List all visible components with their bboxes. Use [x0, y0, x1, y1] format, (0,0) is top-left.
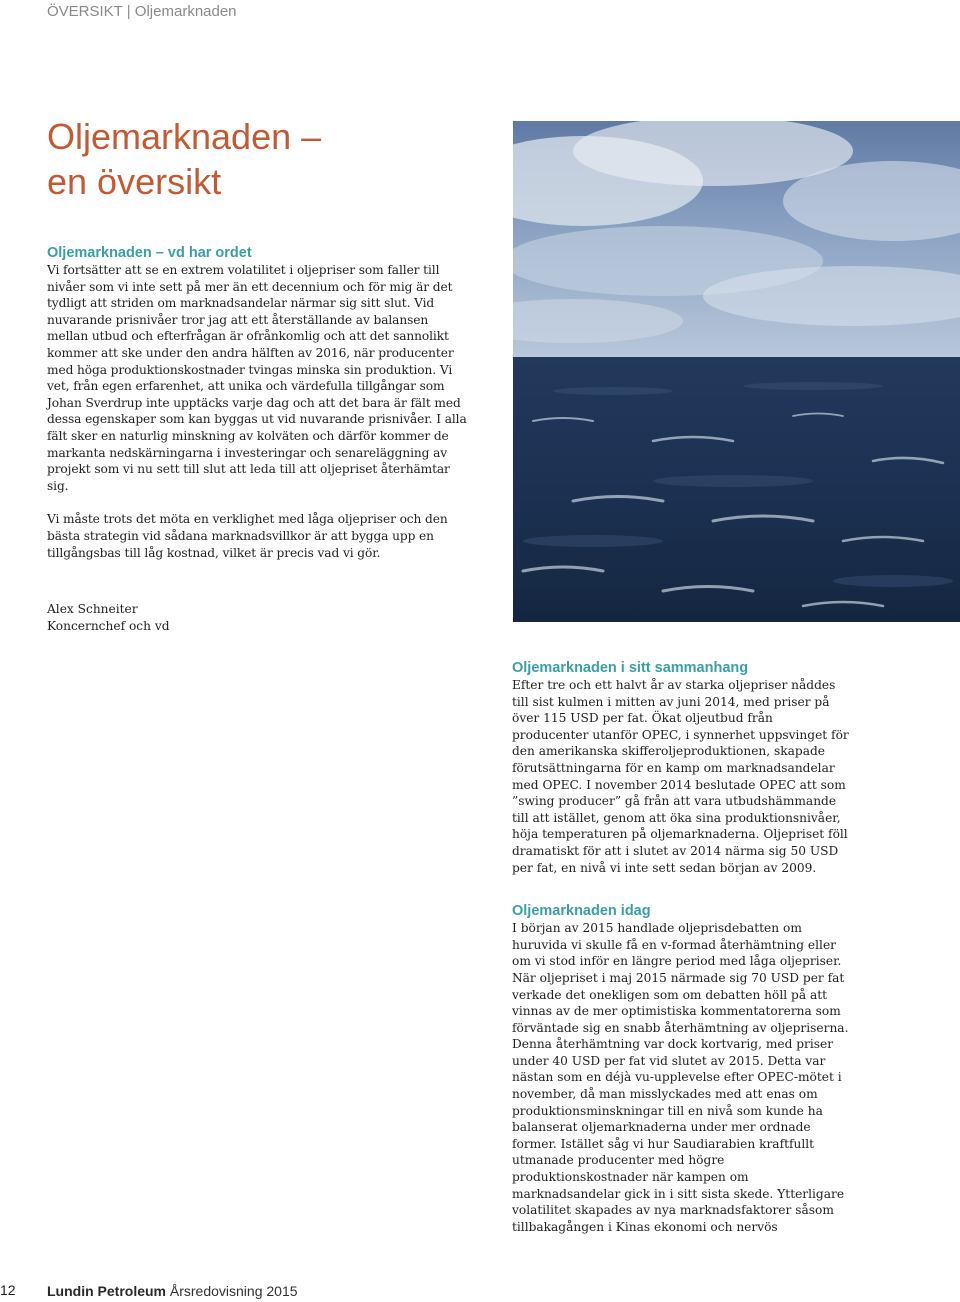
running-head: ÖVERSIKT | Oljemarknaden	[47, 3, 237, 20]
ceo-section-heading: Oljemarknaden – vd har ordet	[47, 245, 252, 261]
page-title-line-1: Oljemarknaden –	[47, 116, 322, 157]
context-paragraph: Efter tre och ett halvt år av starka oljepriser nåddes till sist kulmen i mitten av juni 2014, med priser på över 115 USD per fat. Ökat oljeutbud från producenter utanför OPEC, i synnerhet uppsvinget för den amerikanska skifferoljeproduktionen, skapade förutsättningarna för en kamp om marknadsandelar med OPEC. I november 2014 beslutade OPEC att som ”swing producer” gå från att vara utbudshämmande till att istället, genom att öka sina produktionsnivåer, höja temperaturen på oljemarknaderna. Oljepriset föll dramatiskt för att i slutet av 2014 närma sig 50 USD per fat, en nivå vi inte sett sedan början av 2009.	[512, 678, 849, 875]
footer-company: Lundin Petroleum	[47, 1283, 166, 1299]
footer-report: Årsredovisning 2015	[169, 1283, 298, 1299]
ceo-column	[47, 244, 467, 634]
today-section-heading: Oljemarknaden idag	[512, 903, 651, 920]
signature	[47, 601, 467, 634]
signature-title: Koncernchef och vd	[47, 618, 170, 633]
page-number: 12	[0, 1282, 16, 1298]
sea-photo	[513, 121, 960, 622]
signature-name: Alex Schneiter	[47, 602, 138, 617]
market-column	[512, 659, 852, 1235]
footer-publication	[47, 1283, 298, 1299]
ceo-paragraph-1: Vi fortsätter att se en extrem volatilitet i oljepriser som faller till nivåer som vi inte sett på mer än ett decennium och för mig är det tydligt att striden om marknadsandelar närmar sig sitt slut. Vid nuvarande prisnivåer tror jag att ett återställande av balansen mellan utbud och efterfrågan är ofrånkomlig och att det sannolikt kommer att ske under den andra hälften av 2016, när producenter med höga produktionskostnader tvingas minska sin produktion. Vi vet, från egen erfarenhet, att unika och värdefulla tillgångar som Johan Sverdrup inte upptäcks varje dag och att det bara är fält med dessa egenskaper som kan byggas ut vid nuvarande prisnivåer. I alla fält sker en naturlig minskning av kolväten och därför kommer de markanta nedskärningarna i investeringar och senareläggning av projekt som vi nu sett till slut att leda till att oljepriset återhämtar sig.	[47, 263, 467, 493]
today-paragraph: I början av 2015 handlade oljeprisdebatten om huruvida vi skulle få en v-formad återhämtning eller om vi stod inför en längre period med låga oljepriser. När oljepriset i maj 2015 närmade sig 70 USD per fat verkade det onekligen som om debatten höll på att vinnas av de mer optimistiska kommentatorerna som förväntade sig en snabb återhämtning av oljepriserna. Denna återhämtning var dock kortvarig, med priser under 40 USD per fat vid slutet av 2015. Detta var nästan som en déjà vu-upplevelse efter OPEC-mötet i november, då man misslyckades med att enas om produktionsminskningar till en nivå som kunde ha balanserat oljemarknaderna under mer ordnade former. Istället såg vi hur Saudiarabien kraftfullt utmanade producenter med högre produktionskostnader när kampen om marknadsandelar gick in i sitt sista skede. Ytterligare volatilitet skapades av nya marknadsfaktorer såsom tillbakagången i Kinas ekonomi och nervös	[512, 921, 849, 1234]
ceo-paragraph-2: Vi måste trots det möta en verklighet med låga oljepriser och den bästa strategin vid sådana marknadsvillkor är att bygga upp en tillgångsbas till låg kostnad, vilket är precis vad vi gör.	[47, 512, 448, 560]
page-title-line-2: en översikt	[47, 161, 222, 202]
context-section-heading: Oljemarknaden i sitt sammanhang	[512, 660, 749, 676]
page-title	[47, 114, 321, 204]
today-section	[512, 902, 852, 1235]
